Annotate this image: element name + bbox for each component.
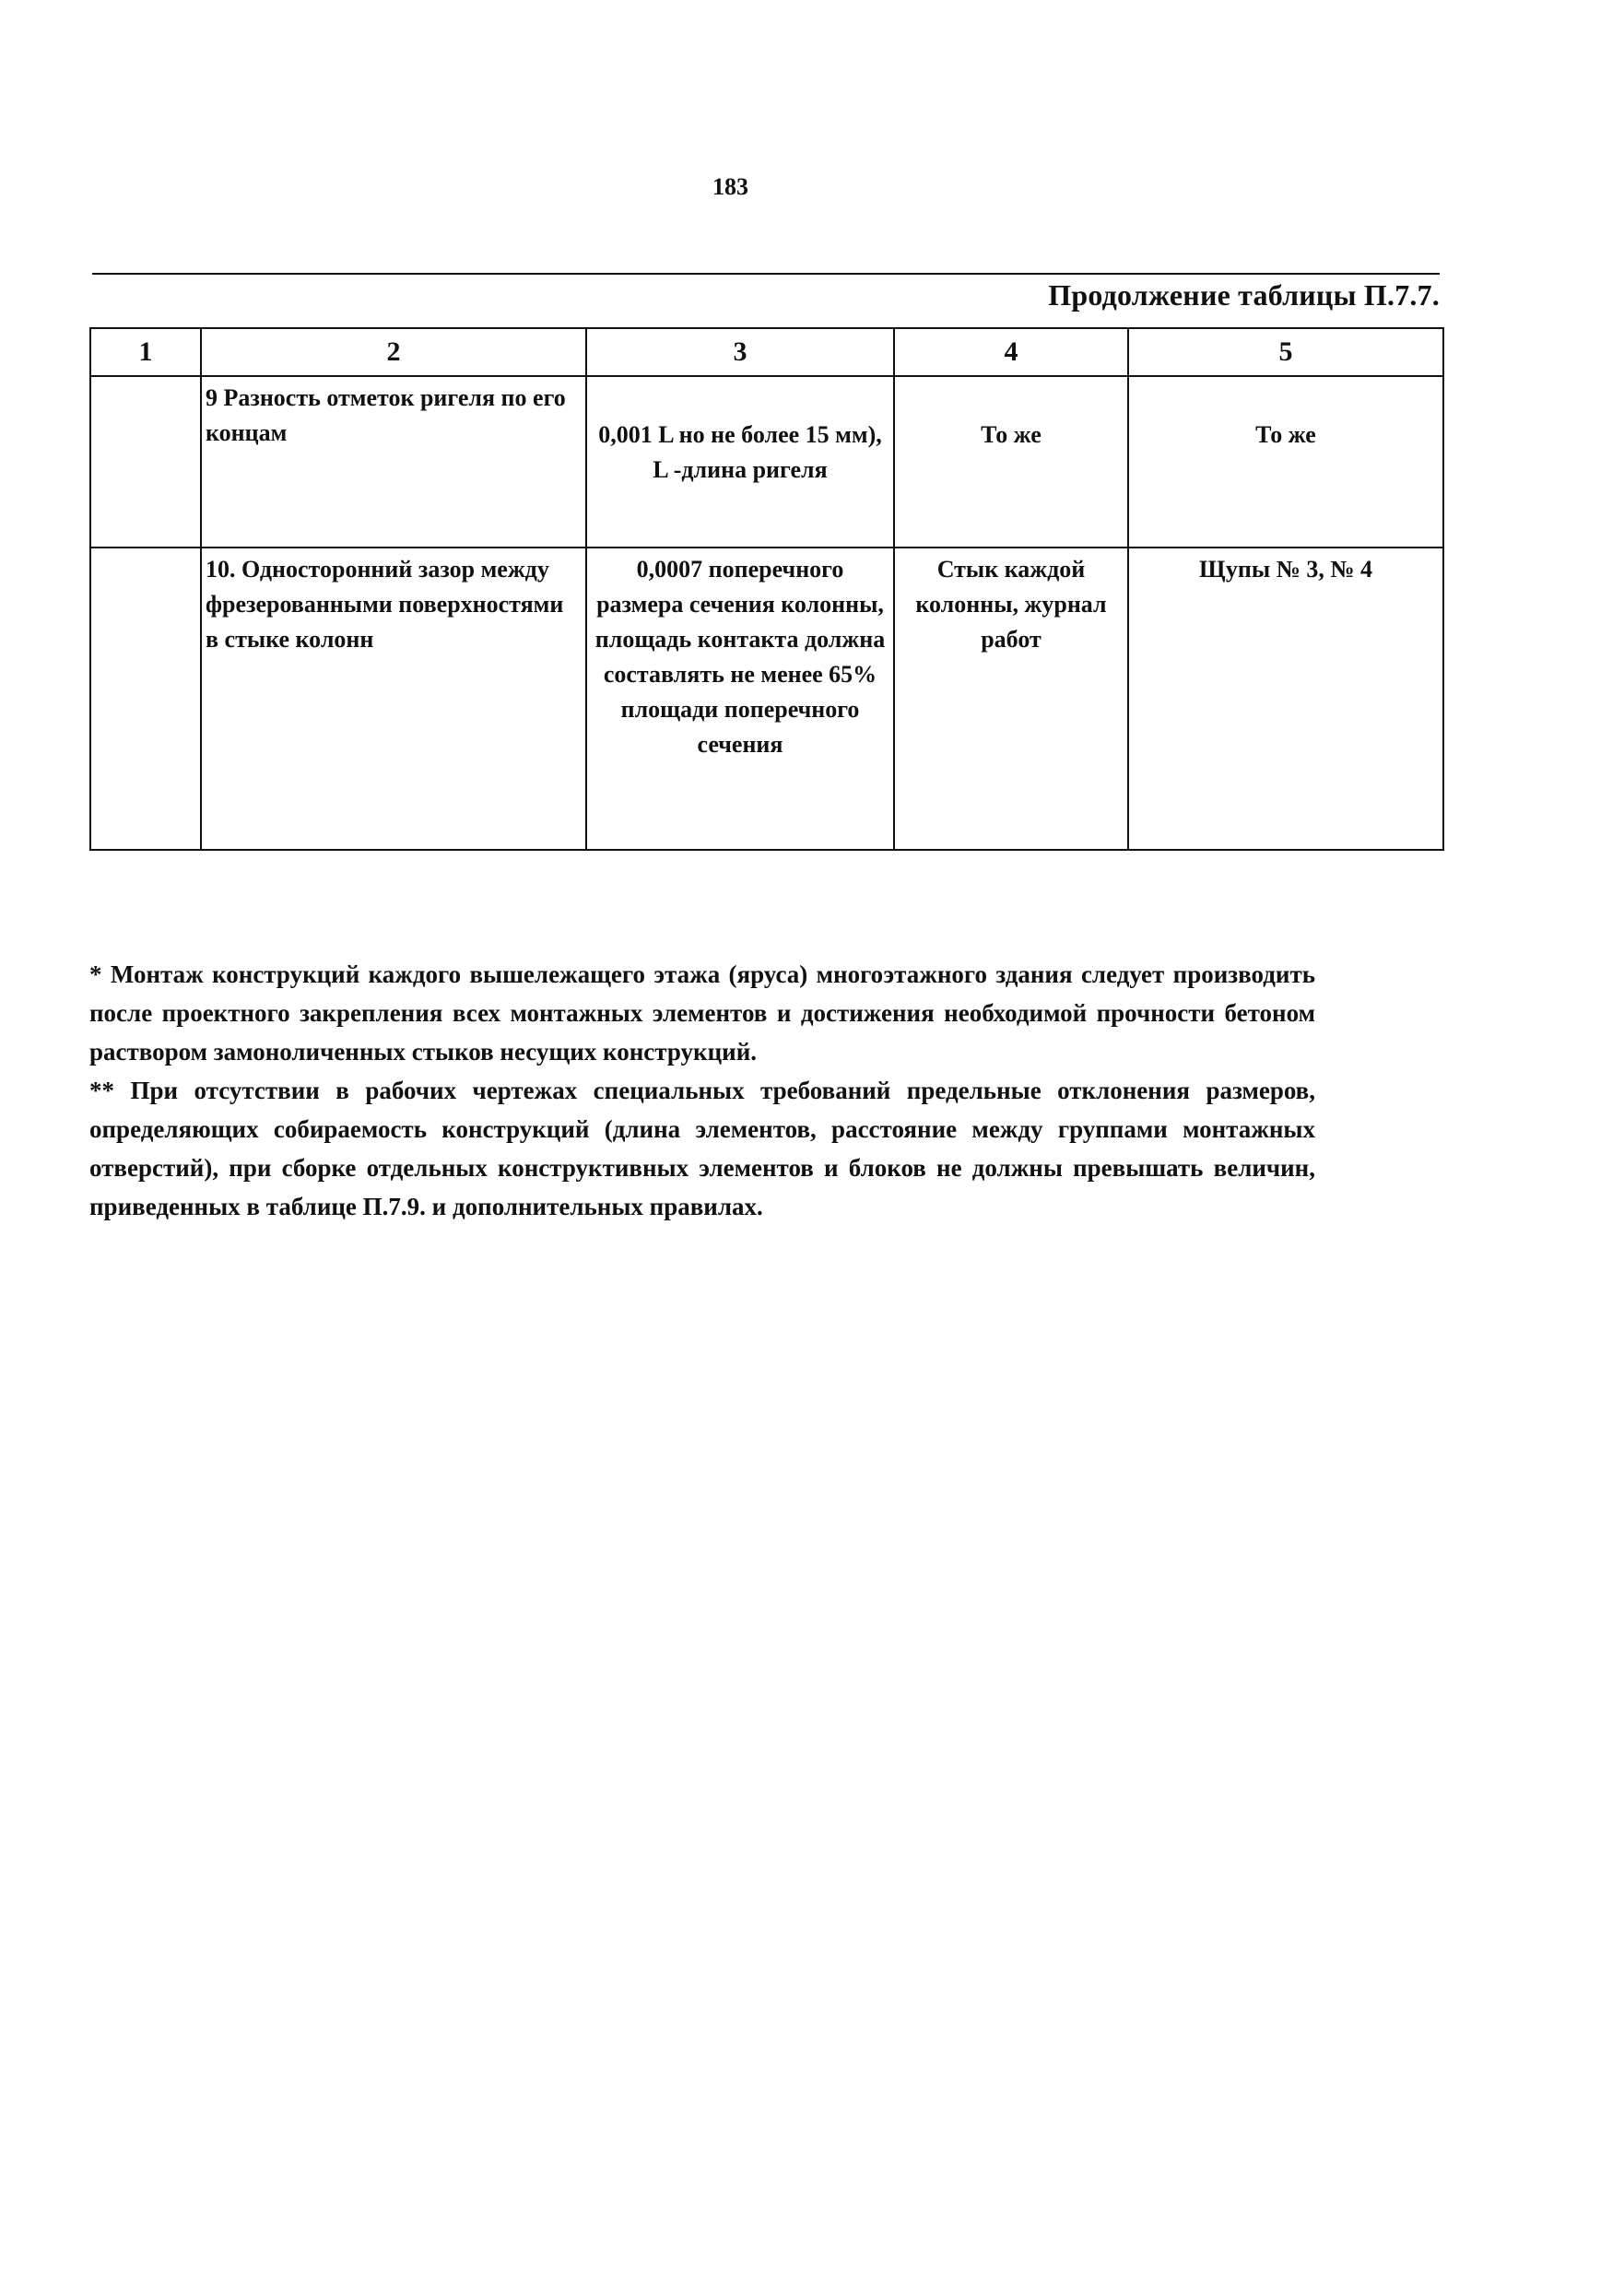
tolerances-table: [89, 327, 1444, 851]
table-cell-control: Стык каждой колонны, журнал работ: [894, 548, 1128, 850]
table-cell-method: Щупы № 3, № 4: [1128, 548, 1443, 850]
table-row: [90, 548, 1443, 850]
column-header-5: 5: [1128, 328, 1443, 376]
table-cell-number: [90, 376, 201, 548]
table-cell-number: [90, 548, 201, 850]
column-header-4: 4: [894, 328, 1128, 376]
footnotes: [89, 955, 1315, 1226]
column-header-1: 1: [90, 328, 201, 376]
table-cell-control: То же: [894, 376, 1128, 548]
column-header-3: 3: [586, 328, 894, 376]
table-header-row: [90, 328, 1443, 376]
top-rule: [92, 273, 1440, 275]
table-continuation-title: Продолжение таблицы П.7.7.: [1048, 278, 1440, 312]
page-number: 183: [712, 173, 748, 200]
table-cell-tolerance: 0,001 L но не более 15 мм), L -длина ригеля: [586, 376, 894, 548]
table-cell-method: То же: [1128, 376, 1443, 548]
table-cell-tolerance: 0,0007 поперечного размера сечения колонны, площадь контакта должна составлять не менее 65% площади поперечного сечения: [586, 548, 894, 850]
footnote-double-asterisk: ** При отсутствии в рабочих чертежах специальных требований предельные отклонения размеров, определяющих собираемость конструкций (длина элементов, расстояние между группами монтажных отверстий), при сборке отдельных конструктивных элементов и блоков не должны превышать величин, приведенных в таблице П.7.9. и дополнительных правилах.: [89, 1077, 1315, 1220]
table-cell-parameter: 10. Односторонний зазор между фрезерованными поверхностями в стыке колонн: [201, 548, 586, 850]
table-cell-parameter: 9 Разность отметок ригеля по его концам: [201, 376, 586, 548]
footnote-single-asterisk: * Монтаж конструкций каждого вышележащего этажа (яруса) многоэтажного здания следует производить после проектного закрепления всех монтажных элементов и достижения необходимой прочности бетоном раствором замоноличенных стыков несущих конструкций.: [89, 960, 1315, 1066]
table-row: [90, 376, 1443, 548]
column-header-2: 2: [201, 328, 586, 376]
